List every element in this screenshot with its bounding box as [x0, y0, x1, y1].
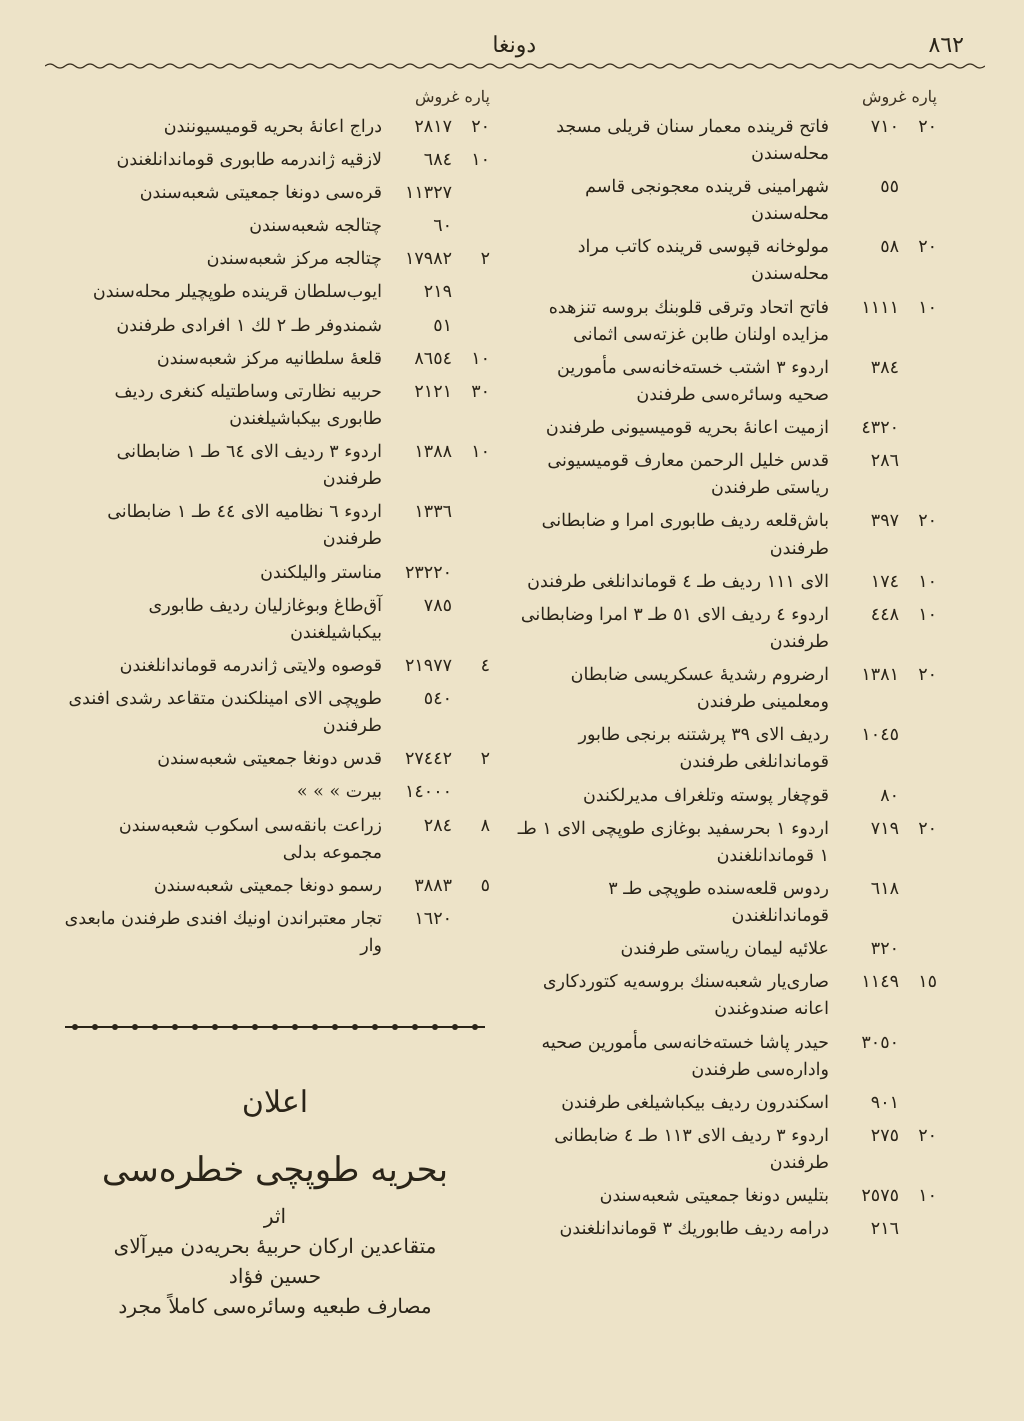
- author-rank: متقاعدین ارکان حربیهٔ بحریه‌دن میرآلای: [113, 1234, 437, 1258]
- entry-description: زراعت بانقه‌سی اسکوب شعبه‌سندن مجموعه بدلی: [118, 815, 382, 863]
- entry-description: اسکندرون ردیف بیکباشیلغی طرفندن: [561, 1092, 829, 1113]
- entry-amount: ١٤٠٠٠: [405, 782, 452, 803]
- ledger-entry: [60, 746, 490, 773]
- ledger-entry: [512, 1216, 937, 1243]
- ledger-entry: [512, 1123, 937, 1177]
- units-header: پاره غروش: [862, 87, 937, 106]
- ledger-entry: [60, 279, 490, 306]
- ledger-entry: [60, 873, 490, 900]
- entry-amount: ٢٣٢٢٠: [405, 562, 452, 583]
- ledger-entry: [512, 936, 937, 963]
- entry-amount: ١٣٣٦: [414, 502, 452, 523]
- entry-description: قلعهٔ سلطانیه مرکز شعبه‌سندن: [156, 348, 382, 369]
- entry-kurus: ٢٠: [918, 116, 937, 137]
- entry-amount: ٥١: [433, 315, 452, 336]
- entry-kurus: ٢٠: [918, 511, 937, 532]
- entry-amount: ١٦٢٠: [414, 908, 452, 929]
- entry-description: مولوخانه قپوسی قرینده کاتب مراد محله‌سندن: [577, 237, 829, 285]
- entry-description: باش‌قلعه ردیف طابوری امرا و ضابطانی طرفندن: [541, 511, 829, 559]
- ledger-entry: [512, 569, 937, 596]
- entry-amount: ٣٢٠: [870, 939, 899, 960]
- entry-amount: ١٣٨١: [861, 665, 899, 686]
- entry-description: علائیه لیمان ریاستی طرفندن: [620, 939, 829, 960]
- entry-description: تجار معتبراندن اونیك افندی طرفندن مابعدی وار: [64, 908, 382, 957]
- page-number: ٨٦٢: [928, 32, 964, 58]
- entry-kurus: ١٠: [918, 571, 937, 592]
- entry-description: دراج اعانهٔ بحریه قومیسیونندن: [163, 116, 382, 137]
- ledger-entry: [60, 246, 490, 273]
- entry-kurus: ١٠: [471, 149, 490, 170]
- entry-description: اردوء ٦ نظامیه الای ٤٤ طـ ١ ضابطانی طرفندن: [107, 502, 382, 550]
- entry-amount: ٥٥: [880, 177, 899, 198]
- entry-kurus: ٢٠: [918, 818, 937, 839]
- entry-kurus: ٨: [480, 815, 490, 836]
- entry-description: آق‌طاغ وبوغازلیان ردیف طابوری بیکباشیلغندن: [148, 595, 382, 643]
- entry-amount: ٢١٩٧٧: [405, 655, 452, 676]
- header-rule: [45, 62, 985, 70]
- entry-amount: ١٧٤: [870, 571, 899, 592]
- entry-amount: ١٠٤٥: [861, 725, 899, 746]
- ledger-entry: [512, 816, 937, 870]
- ledger-entry: [60, 379, 490, 433]
- entry-amount: ٦٠: [433, 216, 452, 237]
- ledger-entry: [60, 313, 490, 340]
- entry-description: اردوء ٣ ردیف الای ٦٤ طـ ١ ضابطانی طرفندن: [116, 442, 382, 490]
- entry-description: اردوء ١ بحرسفید بوغازی طوپچی الای ١ طـ ١ قوماندانلغندن: [517, 818, 829, 866]
- entry-amount: ٦٨٤: [423, 149, 452, 170]
- entry-kurus: ٢: [480, 749, 490, 770]
- ledger-entry: [512, 969, 937, 1023]
- ledger-entry: [512, 234, 937, 288]
- entry-description: قره‌سی دونغا جمعیتی شعبه‌سندن: [139, 183, 382, 204]
- entry-description: حیدر پاشا خسته‌خانه‌سی مأمورین صحیه واداره‌سی طرفندن: [541, 1032, 829, 1080]
- entry-amount: ٨٠: [880, 785, 899, 806]
- entry-description: الای ١١١ ردیف طـ ٤ قوماندانلغی طرفندن: [527, 571, 829, 592]
- entry-kurus: ٣٠: [471, 381, 490, 402]
- ledger-entry: [60, 653, 490, 680]
- entry-kurus: ١٠: [471, 442, 490, 463]
- entry-kurus: ١٥: [918, 972, 937, 993]
- ledger-entry: [60, 346, 490, 373]
- ledger-entry: [60, 213, 490, 240]
- entry-description: فاتح اتحاد وترقی قلوبنك بروسه تنزهده مزایده اولنان طابن غزته‌سی اثمانی: [548, 297, 829, 345]
- entry-kurus: ٢٠: [918, 665, 937, 686]
- ledger-entry: [60, 147, 490, 174]
- entry-description: صاری‌یار شعبه‌سنك بروسه‌یه کتوردکاری اعانه صندوغندن: [542, 972, 829, 1020]
- entry-description: لازقیه ژاندرمه طابوری قوماندانلغندن: [116, 149, 382, 170]
- entry-amount: ٢٨٤: [423, 815, 452, 836]
- entry-amount: ٣٩٧: [870, 511, 899, 532]
- entry-amount: ٧١٠: [870, 116, 899, 137]
- entry-description: مناستر والیلکندن: [260, 562, 382, 583]
- entry-amount: ٢٨١٧: [414, 116, 452, 137]
- entry-description: قدس خلیل الرحمن معارف قومیسیونی ریاستی طرفندن: [547, 451, 829, 499]
- ledger-entry: [512, 114, 937, 168]
- entry-list: [60, 114, 490, 960]
- entry-description: چتالجه شعبه‌سندن: [249, 216, 382, 237]
- ledger-entry: [512, 1030, 937, 1084]
- entry-amount: ٣٨٤: [870, 357, 899, 378]
- entry-description: شمندوفر طـ ٢ لك ١ افرادی طرفندن: [116, 315, 382, 336]
- entry-amount: ١٣٨٨: [414, 442, 452, 463]
- entry-amount: ٧٨٥: [423, 595, 452, 616]
- ledger-entry: [60, 686, 490, 740]
- entry-description: بیرت » » »: [296, 782, 382, 803]
- entry-amount: ٢٨٦: [870, 451, 899, 472]
- entry-description: ایوب‌سلطان قرینده طوپچیلر محله‌سندن: [92, 282, 382, 303]
- left-column: [60, 85, 490, 966]
- entry-amount: ١١٤٩: [861, 972, 899, 993]
- entry-description: چتالجه مرکز شعبه‌سندن: [206, 249, 382, 270]
- ledger-entry: [512, 1183, 937, 1210]
- entry-amount: ٥٨: [880, 237, 899, 258]
- entry-kurus: ٥: [480, 875, 490, 896]
- ledger-entry: [60, 560, 490, 587]
- entry-amount: ١١٣٢٧: [405, 183, 452, 204]
- entry-amount: ٦١٨: [870, 878, 899, 899]
- ledger-entry: [512, 415, 937, 442]
- right-column: [512, 85, 937, 1249]
- entry-amount: ٤٤٨: [870, 604, 899, 625]
- entry-description: قوصوه ولایتی ژاندرمه قوماندانلغندن: [119, 655, 382, 676]
- entry-description: ارضروم رشدیهٔ عسکریسی ضابطان ومعلمینی طرفندن: [570, 665, 829, 713]
- ledger-entry: [512, 355, 937, 409]
- entry-amount: ٢١٩: [423, 282, 452, 303]
- entry-description: حربیه نظارتی وساطتیله کنغری ردیف طابوری بیکباشیلغندن: [114, 381, 382, 429]
- ledger-entry: [512, 876, 937, 930]
- entry-description: درامه ردیف طابوریك ٣ قوماندانلغندن: [559, 1219, 829, 1240]
- entry-description: اردوء ٤ ردیف الای ٥١ طـ ٣ امرا وضابطانی طرفندن: [520, 604, 829, 652]
- entry-amount: ٩٠١: [870, 1092, 899, 1113]
- entry-amount: ٣٨٨٣: [414, 875, 452, 896]
- notice-footer: مصارف طبعیه وسائره‌سی کاملاً مجرد: [118, 1294, 432, 1318]
- entry-amount: ١٧٩٨٢: [405, 249, 452, 270]
- ledger-entry: [512, 662, 937, 716]
- entry-amount: ٣٠٥٠: [861, 1032, 899, 1053]
- entry-description: قدس دونغا جمعیتی شعبه‌سندن: [157, 749, 382, 770]
- ledger-entry: [60, 180, 490, 207]
- running-title: دونغا: [492, 32, 537, 58]
- entry-amount: ٥٤٠: [423, 689, 452, 710]
- entry-kurus: ١٠: [918, 1186, 937, 1207]
- entry-description: اردوء ٣ اشتب خسته‌خانه‌سی مأمورین صحیه وسائره‌سی طرفندن: [557, 357, 829, 405]
- entry-amount: ٢٧٤٤٢: [405, 749, 452, 770]
- entry-kurus: ٢٠: [918, 237, 937, 258]
- entry-description: قوچغار پوسته وتلغراف مدیرلکندن: [583, 785, 829, 806]
- entry-description: ازمیت اعانهٔ بحریه قومیسیونی طرفندن: [545, 418, 829, 439]
- entry-description: طوپچی الای امینلکندن متقاعد رشدی افندی طرفندن: [68, 689, 382, 737]
- ledger-entry: [60, 114, 490, 141]
- page-header: [60, 28, 964, 62]
- ledger-entry: [60, 813, 490, 867]
- ledger-entry: [60, 906, 490, 960]
- entry-amount: ٧١٩: [870, 818, 899, 839]
- ornamental-divider: [65, 1020, 485, 1034]
- entry-amount: ٢١٢١: [414, 381, 452, 402]
- entry-description: شهرامینی قرینده معجونجی قاسم محله‌سندن: [585, 177, 829, 225]
- entry-kurus: ٢٠: [471, 116, 490, 137]
- entry-kurus: ٢٠: [918, 1125, 937, 1146]
- entry-kurus: ١٠: [471, 348, 490, 369]
- ledger-entry: [60, 779, 490, 806]
- entry-amount: ٨٦٥٤: [414, 348, 452, 369]
- units-header: پاره غروش: [415, 87, 490, 106]
- entry-amount: ٤٣٢٠: [861, 418, 899, 439]
- ledger-entry: [60, 499, 490, 553]
- ledger-entry: [512, 1090, 937, 1117]
- ledger-entry: [60, 593, 490, 647]
- entry-kurus: ٢: [480, 249, 490, 270]
- entry-description: اردوء ٣ ردیف الای ١١٣ طـ ٤ ضابطانی طرفندن: [554, 1125, 829, 1174]
- ledger-entry: [512, 295, 937, 349]
- ledger-entry: [512, 448, 937, 502]
- advertisement: [60, 1085, 490, 1324]
- entry-list: [512, 114, 937, 1244]
- entry-amount: ٢٥٧٥: [861, 1186, 899, 1207]
- entry-kurus: ١٠: [918, 297, 937, 318]
- entry-kurus: ١٠: [918, 604, 937, 625]
- ledger-entry: [512, 783, 937, 810]
- entry-amount: ٢٧٥: [870, 1125, 899, 1146]
- entry-description: بتلیس دونغا جمعیتی شعبه‌سندن: [599, 1186, 829, 1207]
- ledger-entry: [512, 722, 937, 776]
- entry-description: ردوس قلعه‌سنده طوپچی طـ ٣ قوماندانلغندن: [608, 878, 829, 927]
- book-title: بحریه طوپچی خطره‌سی: [101, 1150, 449, 1190]
- ledger-entry: [512, 508, 937, 562]
- entry-kurus: ٤: [480, 655, 490, 676]
- author-name: حسین فؤاد: [228, 1264, 322, 1288]
- entry-description: فاتح قرینده معمار سنان قریلی مسجد محله‌سندن: [556, 116, 829, 164]
- entry-amount: ١١١١: [861, 297, 899, 318]
- entry-description: ردیف الای ٣٩ پرشتنه برنجی طابور قوماندانلغی طرفندن: [578, 725, 829, 773]
- entry-amount: ٢١٦: [870, 1219, 899, 1240]
- entry-description: رسمو دونغا جمعیتی شعبه‌سندن: [153, 875, 382, 896]
- byline: اثر: [263, 1204, 287, 1228]
- ledger-entry: [512, 174, 937, 228]
- notice-heading: اعلان: [241, 1085, 309, 1120]
- ledger-entry: [512, 602, 937, 656]
- ledger-entry: [60, 439, 490, 493]
